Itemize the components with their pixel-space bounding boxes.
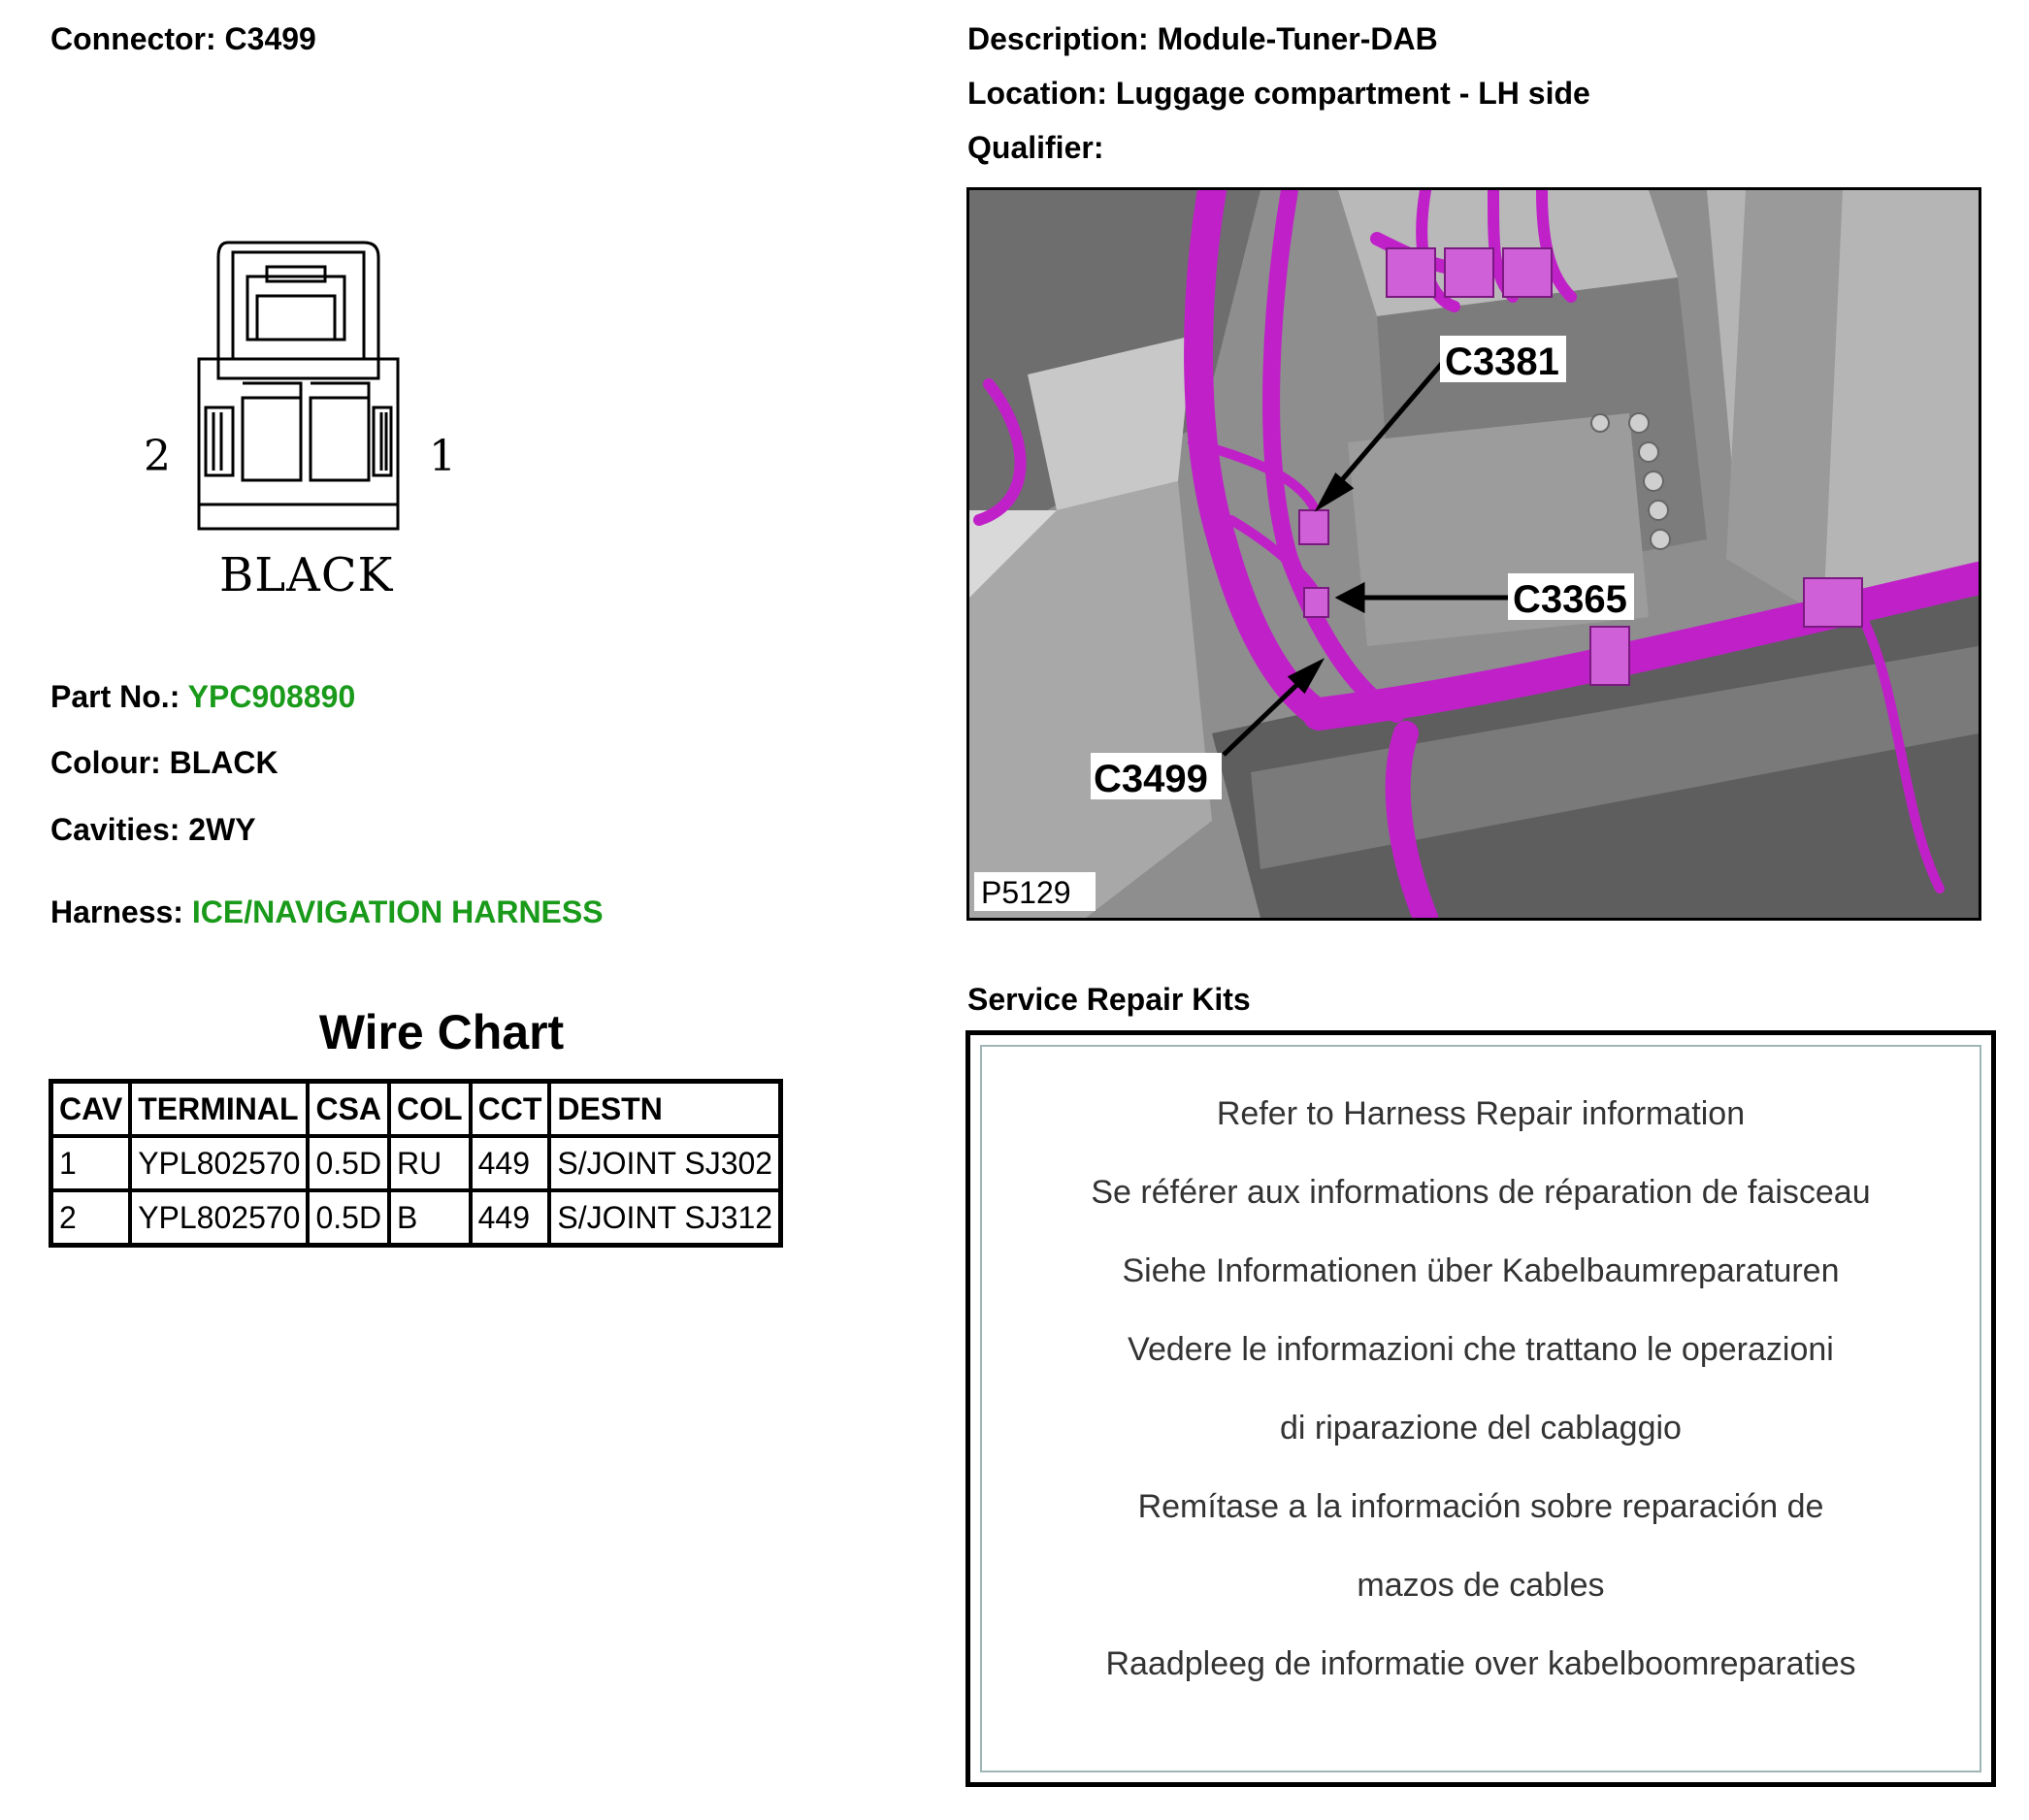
- table-row: [51, 1136, 781, 1190]
- cell-cav: 2: [51, 1190, 131, 1246]
- cavities-line: [50, 812, 256, 848]
- repair-line: di riparazione del cablaggio: [1280, 1410, 1682, 1446]
- repair-line: Refer to Harness Repair information: [1216, 1095, 1746, 1132]
- harness-line: [50, 894, 604, 930]
- service-repair-title: Service Repair Kits: [967, 982, 1251, 1017]
- description-line: [967, 21, 1438, 57]
- location-label: Location:: [967, 76, 1107, 111]
- service-repair-box: [965, 1030, 1996, 1787]
- repair-line: Remítase a la información sobre reparación de: [1137, 1488, 1824, 1525]
- harness-link[interactable]: ICE/NAVIGATION HARNESS: [191, 894, 604, 929]
- callout-c3381: C3381: [1445, 341, 1559, 383]
- repair-line: Se référer aux informations de réparation de faisceau: [1091, 1174, 1871, 1211]
- figure-id: P5129: [981, 875, 1071, 910]
- pin-1-label: 1: [429, 432, 456, 481]
- header-cct: CCT: [471, 1082, 550, 1137]
- cell-terminal: YPL802570: [130, 1136, 308, 1190]
- description-value: Module-Tuner-DAB: [1157, 21, 1438, 56]
- harness-label: Harness:: [50, 894, 183, 929]
- header-col: COL: [389, 1082, 471, 1137]
- description-label: Description:: [967, 21, 1149, 56]
- location-value: Luggage compartment - LH side: [1115, 76, 1590, 111]
- header-csa: CSA: [308, 1082, 389, 1137]
- callout-c3499: C3499: [1094, 758, 1208, 800]
- module-right-side: [1726, 190, 1843, 617]
- callout-c3365: C3365: [1513, 578, 1627, 621]
- cell-col: B: [389, 1190, 471, 1246]
- table-row: [51, 1190, 781, 1246]
- cell-terminal: YPL802570: [130, 1190, 308, 1246]
- connector-label: Connector:: [50, 21, 216, 56]
- colour-line: [50, 745, 278, 781]
- part-number-label: Part No.:: [50, 679, 180, 714]
- colour-value: BLACK: [169, 745, 278, 780]
- location-figure: [966, 187, 1981, 921]
- cell-destn: S/JOINT SJ302: [549, 1136, 780, 1190]
- part-number-line: [50, 679, 355, 715]
- cavities-label: Cavities:: [50, 812, 180, 847]
- repair-line: mazos de cables: [1357, 1567, 1605, 1604]
- location-line: [967, 76, 1590, 112]
- repair-line: Raadpleeg de informatie over kabelboomreparaties: [1105, 1645, 1856, 1682]
- colour-label: Colour:: [50, 745, 161, 780]
- header-destn: DESTN: [549, 1082, 780, 1137]
- table-header-row: [51, 1082, 781, 1137]
- repair-line: Siehe Informationen über Kabelbaumreparaturen: [1122, 1252, 1840, 1289]
- connector-colour-caption: BLACK: [219, 548, 394, 602]
- cell-destn: S/JOINT SJ312: [549, 1190, 780, 1246]
- cell-col: RU: [389, 1136, 471, 1190]
- service-repair-inner: [980, 1045, 1981, 1772]
- cell-cct: 449: [471, 1136, 550, 1190]
- header-cav: CAV: [51, 1082, 131, 1137]
- qualifier-label: Qualifier:: [967, 130, 1104, 165]
- pin-2-label: 2: [144, 432, 171, 481]
- part-number-link[interactable]: YPC908890: [187, 679, 356, 714]
- connector-id: C3499: [224, 21, 316, 56]
- cell-cct: 449: [471, 1190, 550, 1246]
- cell-csa: 0.5D: [308, 1190, 389, 1246]
- repair-line: Vedere le informazioni che trattano le operazioni: [1128, 1331, 1834, 1368]
- qualifier-line: [967, 130, 1103, 166]
- cell-csa: 0.5D: [308, 1136, 389, 1190]
- cavities-value: 2WY: [188, 812, 256, 847]
- wire-chart-table: [49, 1079, 783, 1248]
- cell-cav: 1: [51, 1136, 131, 1190]
- connector-title: [50, 21, 316, 57]
- wire-chart-title: Wire Chart: [318, 1005, 565, 1059]
- header-terminal: TERMINAL: [130, 1082, 308, 1137]
